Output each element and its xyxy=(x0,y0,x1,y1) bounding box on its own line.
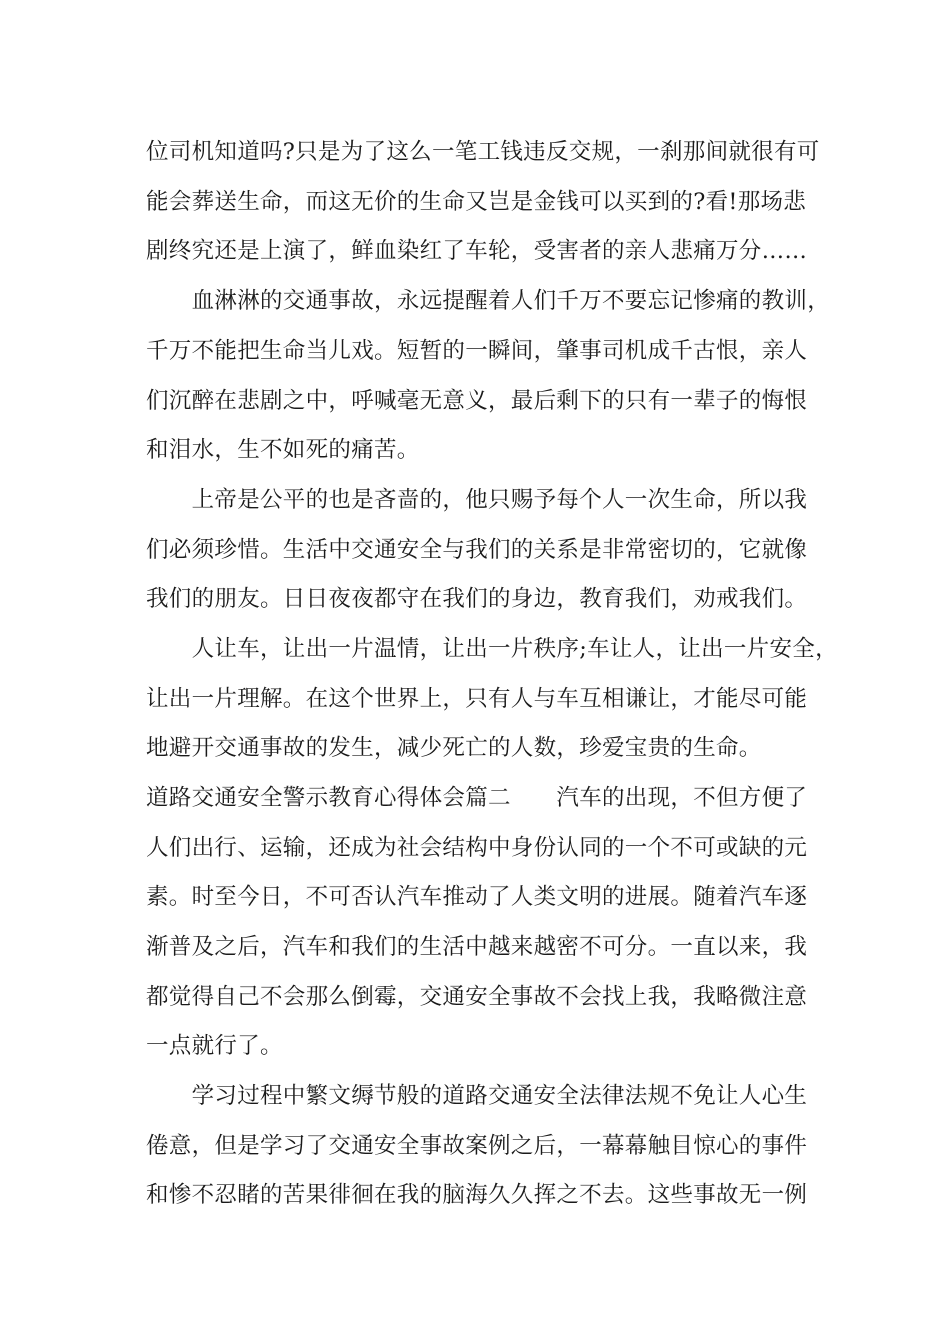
text-line-22: 和惨不忍睹的苦果徘徊在我的脑海久久挥之不去。这些事故无一例 xyxy=(146,1182,808,1208)
text-line-6: 们沉醉在悲剧之中，呼喊毫无意义，最后剩下的只有一辈子的悔恨 xyxy=(146,388,808,414)
text-line-13: 地避开交通事故的发生，减少死亡的人数，珍爱宝贵的生命。 xyxy=(146,735,762,761)
text-line-9: 们必须珍惜。生活中交通安全与我们的关系是非常密切的，它就像 xyxy=(146,537,808,563)
text-line-5: 千万不能把生命当儿戏。短暂的一瞬间，肇事司机成千古恨，亲人 xyxy=(146,338,808,364)
text-line-21: 倦意，但是学习了交通安全事故案例之后，一幕幕触目惊心的事件 xyxy=(146,1133,808,1159)
text-line-4: 血淋淋的交通事故，永远提醒着人们千万不要忘记惨痛的教训， xyxy=(146,288,831,314)
text-line-11: 人让车，让出一片温情，让出一片秩序;车让人，让出一片安全， xyxy=(146,636,838,662)
text-line-1: 位司机知道吗?只是为了这么一笔工钱违反交规，一刹那间就很有可 xyxy=(146,139,820,165)
text-line-12: 让出一片理解。在这个世界上，只有人与车互相谦让，才能尽可能 xyxy=(146,686,808,712)
text-line-14-section-heading: 道路交通安全警示教育心得体会篇二 汽车的出现，不但方便了 xyxy=(146,785,808,811)
text-line-19: 一点就行了。 xyxy=(146,1033,283,1059)
text-line-2: 能会葬送生命，而这无价的生命又岂是金钱可以买到的?看!那场悲 xyxy=(146,189,807,215)
text-line-17: 渐普及之后，汽车和我们的生活中越来越密不可分。一直以来，我 xyxy=(146,934,808,960)
text-line-20: 学习过程中繁文缛节般的道路交通安全法律法规不免让人心生 xyxy=(146,1083,808,1109)
text-line-10: 我们的朋友。日日夜夜都守在我们的身边，教育我们，劝戒我们。 xyxy=(146,586,808,612)
text-line-16: 素。时至今日，不可否认汽车推动了人类文明的进展。随着汽车逐 xyxy=(146,884,808,910)
text-line-8: 上帝是公平的也是吝啬的，他只赐予每个人一次生命，所以我 xyxy=(146,487,808,513)
text-line-3: 剧终究还是上演了，鲜血染红了车轮，受害者的亲人悲痛万分…… xyxy=(146,238,808,264)
text-line-7: 和泪水，生不如死的痛苦。 xyxy=(146,437,420,463)
text-line-15: 人们出行、运输，还成为社会结构中身份认同的一个不可或缺的元 xyxy=(146,835,808,861)
text-line-18: 都觉得自己不会那么倒霉，交通安全事故不会找上我，我略微注意 xyxy=(146,984,808,1010)
